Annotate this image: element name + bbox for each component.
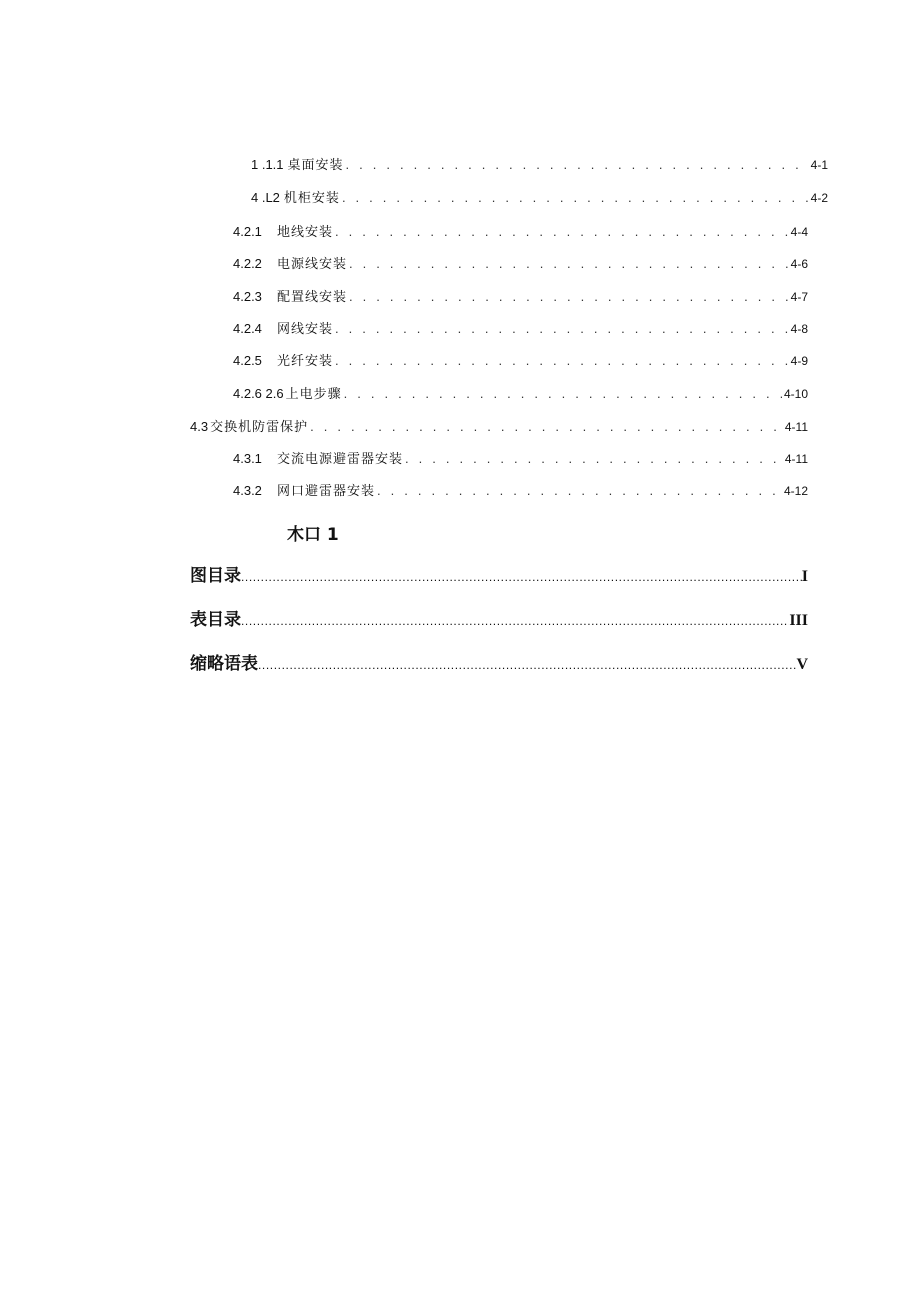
toc-leader-dots bbox=[346, 156, 809, 174]
toc-leader-dots bbox=[349, 255, 789, 273]
toc-entry-title: 网口避雷器安装 bbox=[277, 484, 376, 499]
toc-entry-page: 4-8 bbox=[790, 322, 808, 336]
list-leader-dots bbox=[258, 653, 796, 677]
toc-entry-page: 4-9 bbox=[790, 354, 808, 368]
toc-entry-4-2-2[interactable] bbox=[233, 255, 808, 274]
abbreviations-entry[interactable] bbox=[190, 652, 808, 677]
list-page: I bbox=[801, 568, 808, 585]
toc-entry-title: 电源线安装 bbox=[277, 257, 348, 272]
toc-entry-number: 4.3 bbox=[190, 419, 209, 434]
toc-entry-page: 4-2 bbox=[810, 191, 828, 205]
toc-entry-title: 桌面安装 bbox=[287, 158, 344, 173]
toc-entry-page: 4-11 bbox=[784, 452, 808, 466]
toc-entry-4-2-4[interactable] bbox=[233, 320, 808, 339]
toc-entry-4-3-2[interactable] bbox=[233, 482, 808, 501]
toc-leader-dots bbox=[344, 385, 782, 403]
toc-entry-4-1-1[interactable] bbox=[251, 156, 828, 175]
toc-entry-title: 网线安装 bbox=[277, 322, 334, 337]
toc-entry-number: 4 .L2 bbox=[251, 190, 280, 205]
list-title: 缩略语表 bbox=[190, 654, 258, 674]
toc-entry-title: 配置线安装 bbox=[277, 290, 348, 305]
toc-entry-number: 4.2.2 bbox=[233, 256, 262, 271]
toc-entry-number: 4.2.3 bbox=[233, 289, 262, 304]
toc-entry-4-2-6[interactable] bbox=[233, 385, 808, 404]
toc-entry-page: 4-11 bbox=[784, 420, 808, 434]
toc-entry-page: 4-7 bbox=[790, 290, 808, 304]
toc-entry-page: 4-4 bbox=[790, 225, 808, 239]
toc-entry-title: 交流电源避雷器安装 bbox=[277, 452, 404, 467]
toc-entry-number: 4.3.2 bbox=[233, 483, 262, 498]
toc-entry-page: 4-6 bbox=[790, 257, 808, 271]
toc-leader-dots bbox=[342, 189, 809, 207]
list-of-tables-entry[interactable] bbox=[190, 608, 808, 633]
list-of-figures-entry[interactable] bbox=[190, 564, 808, 589]
toc-entry-title: 机柜安装 bbox=[283, 191, 340, 206]
toc-entry-page: 4-10 bbox=[783, 387, 808, 401]
toc-entry-title: 光纤安装 bbox=[277, 354, 334, 369]
toc-entry-number: 4.2.1 bbox=[233, 224, 262, 239]
list-title: 表目录 bbox=[190, 610, 241, 630]
toc-entry-number: 1 .1.1 bbox=[251, 157, 284, 172]
toc-leader-dots bbox=[377, 482, 782, 500]
toc-entry-4-2-3[interactable] bbox=[233, 288, 808, 307]
toc-entry-page: 4-12 bbox=[783, 484, 808, 498]
list-leader-dots bbox=[241, 565, 802, 589]
list-page: III bbox=[789, 612, 808, 629]
section-heading: 木口 1 bbox=[287, 525, 339, 545]
toc-entry-4-3-1[interactable] bbox=[233, 450, 808, 469]
toc-entry-4-1-2[interactable] bbox=[251, 189, 828, 208]
toc-entry-page: 4-1 bbox=[810, 158, 828, 172]
toc-entry-title: 地线安装 bbox=[277, 225, 334, 240]
toc-entry-4-2-5[interactable] bbox=[233, 352, 808, 371]
toc-entry-4-3[interactable] bbox=[190, 418, 808, 437]
toc-entry-title: 上电步骤 bbox=[285, 387, 342, 402]
toc-leader-dots bbox=[335, 223, 789, 241]
toc-leader-dots bbox=[405, 450, 783, 468]
toc-entry-4-2-1[interactable] bbox=[233, 223, 808, 242]
list-title: 图目录 bbox=[190, 566, 241, 586]
toc-leader-dots bbox=[310, 418, 783, 436]
toc-leader-dots bbox=[349, 288, 789, 306]
toc-leader-dots bbox=[335, 320, 789, 338]
toc-entry-number: 4.3.1 bbox=[233, 451, 262, 466]
toc-entry-number: 4.2.6 2.6 bbox=[233, 386, 284, 401]
toc-entry-number: 4.2.5 bbox=[233, 353, 262, 368]
list-leader-dots bbox=[241, 609, 789, 633]
list-page: V bbox=[796, 656, 808, 673]
toc-entry-title: 交换机防雷保护 bbox=[210, 420, 309, 435]
toc-entry-number: 4.2.4 bbox=[233, 321, 262, 336]
toc-leader-dots bbox=[335, 352, 789, 370]
